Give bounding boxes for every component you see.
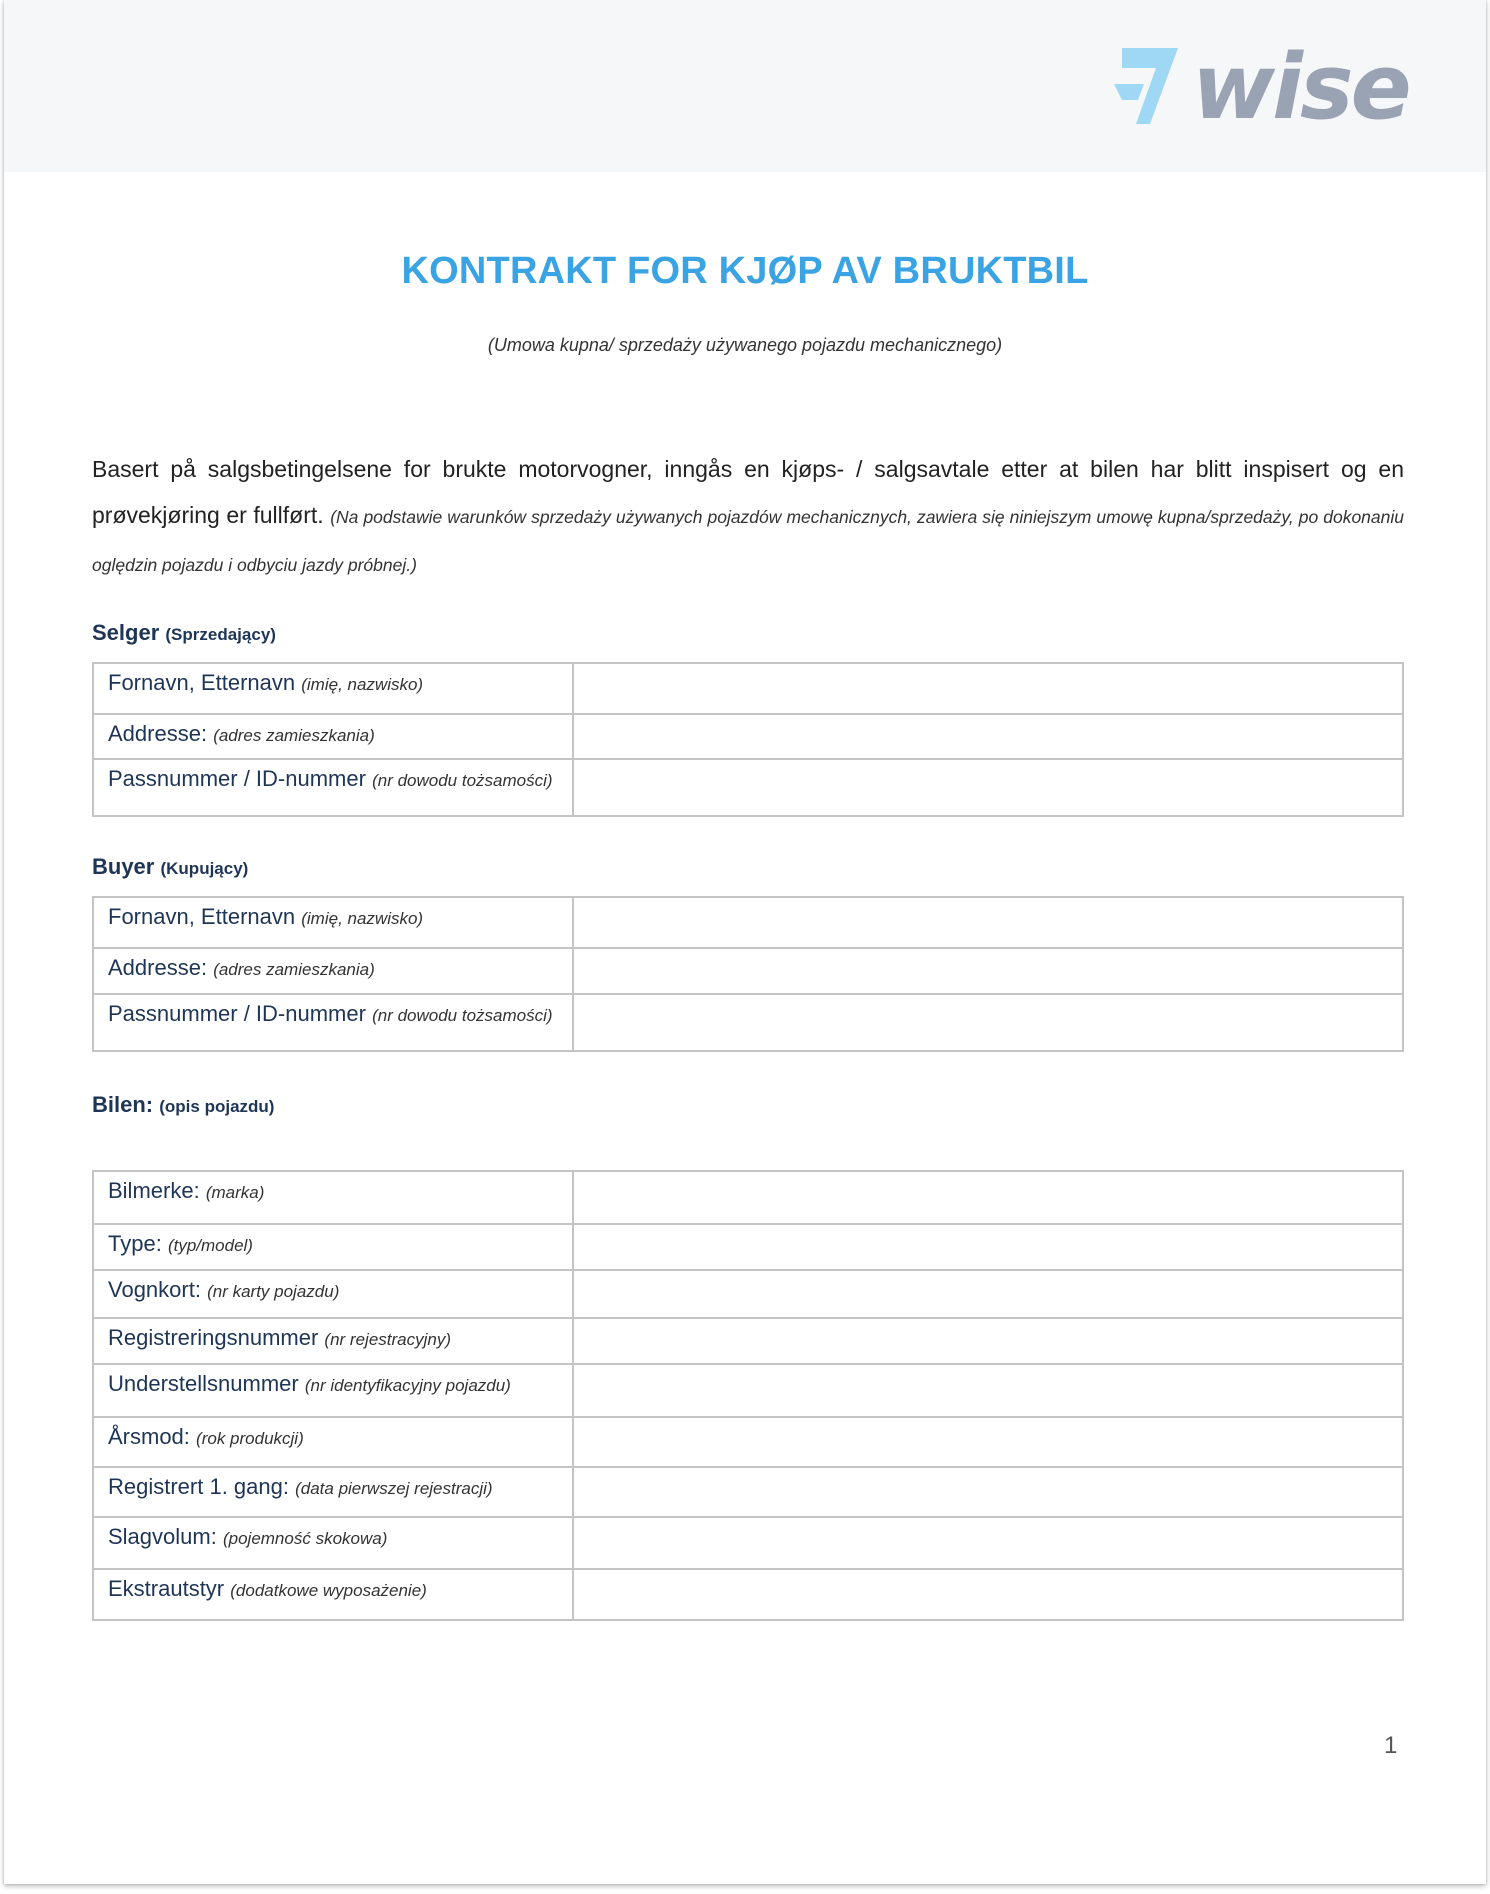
car-engine-displacement-label: Slagvolum: (pojemność skokowa) bbox=[93, 1517, 573, 1569]
wise-arrow-icon bbox=[1114, 48, 1178, 124]
car-registration-card-label: Vognkort: (nr karty pojazdu) bbox=[93, 1270, 573, 1318]
car-extra-equipment-label: Ekstrautstyr (dodatkowe wyposażenie) bbox=[93, 1569, 573, 1620]
car-type-field[interactable] bbox=[573, 1224, 1403, 1270]
car-vin-label: Understellsnummer (nr identyfikacyjny pojazdu) bbox=[93, 1364, 573, 1417]
page-number: 1 bbox=[1384, 1732, 1398, 1759]
seller-name-label: Fornavn, Etternavn (imię, nazwisko) bbox=[93, 663, 573, 714]
seller-name-field[interactable] bbox=[573, 663, 1403, 714]
car-make-field[interactable] bbox=[573, 1171, 1403, 1224]
table-row bbox=[93, 663, 1403, 714]
table-row bbox=[93, 1467, 1403, 1517]
table-row bbox=[93, 1224, 1403, 1270]
seller-id-field[interactable] bbox=[573, 759, 1403, 816]
table-row bbox=[93, 994, 1403, 1051]
table-row bbox=[93, 1569, 1403, 1620]
intro-paragraph bbox=[92, 446, 1404, 588]
table-row bbox=[93, 714, 1403, 759]
car-make-label: Bilmerke: (marka) bbox=[93, 1171, 573, 1224]
table-row bbox=[93, 948, 1403, 994]
buyer-id-label: Passnummer / ID-nummer (nr dowodu tożsamości) bbox=[93, 994, 573, 1051]
car-type-label: Type: (typ/model) bbox=[93, 1224, 573, 1270]
table-row bbox=[93, 1517, 1403, 1569]
intro-text-polish: (Na podstawie warunków sprzedaży używanych pojazdów mechanicznych, zawiera się niniejszym umowę kupna/sprzedaży, po dokonaniu oględzin pojazdu i odbyciu jazdy próbnej.) bbox=[92, 507, 1404, 575]
wise-logo bbox=[1114, 40, 1464, 130]
car-heading: Bilen: (opis pojazdu) bbox=[92, 1092, 275, 1117]
car-plate-number-field[interactable] bbox=[573, 1318, 1403, 1364]
page-header bbox=[4, 0, 1486, 172]
car-first-registration-label: Registrert 1. gang: (data pierwszej rejestracji) bbox=[93, 1467, 573, 1517]
document-subtitle: (Umowa kupna/ sprzedaży używanego pojazdu mechanicznego) bbox=[487, 335, 1003, 355]
car-vin-field[interactable] bbox=[573, 1364, 1403, 1417]
buyer-name-field[interactable] bbox=[573, 897, 1403, 948]
seller-address-field[interactable] bbox=[573, 714, 1403, 759]
car-model-year-label: Årsmod: (rok produkcji) bbox=[93, 1417, 573, 1467]
wise-logo-text: wise bbox=[1192, 40, 1409, 130]
table-row bbox=[93, 1364, 1403, 1417]
car-extra-equipment-field[interactable] bbox=[573, 1569, 1403, 1620]
table-row bbox=[93, 1318, 1403, 1364]
buyer-id-field[interactable] bbox=[573, 994, 1403, 1051]
table-row bbox=[93, 1171, 1403, 1224]
seller-id-label: Passnummer / ID-nummer (nr dowodu tożsamości) bbox=[93, 759, 573, 816]
car-registration-card-field[interactable] bbox=[573, 1270, 1403, 1318]
buyer-address-label: Addresse: (adres zamieszkania) bbox=[93, 948, 573, 994]
buyer-name-label: Fornavn, Etternavn (imię, nazwisko) bbox=[93, 897, 573, 948]
car-first-registration-field[interactable] bbox=[573, 1467, 1403, 1517]
car-model-year-field[interactable] bbox=[573, 1417, 1403, 1467]
table-row bbox=[93, 1417, 1403, 1467]
car-table bbox=[92, 1170, 1404, 1621]
seller-heading: Selger (Sprzedający) bbox=[92, 620, 276, 645]
intro-text-norwegian: Basert på salgsbetingelsene for brukte motorvogner, inngås en kjøps- / salgsavtale etter at bilen har blitt inspisert og en prøvekjøring er fullført. bbox=[92, 456, 1404, 528]
seller-table bbox=[92, 662, 1404, 817]
car-engine-displacement-field[interactable] bbox=[573, 1517, 1403, 1569]
table-row bbox=[93, 897, 1403, 948]
buyer-table bbox=[92, 896, 1404, 1052]
buyer-heading: Buyer (Kupujący) bbox=[92, 854, 249, 879]
buyer-address-field[interactable] bbox=[573, 948, 1403, 994]
car-plate-number-label: Registreringsnummer (nr rejestracyjny) bbox=[93, 1318, 573, 1364]
document-page bbox=[4, 0, 1486, 1884]
table-row bbox=[93, 759, 1403, 816]
document-title: KONTRAKT FOR KJØP AV BRUKTBIL bbox=[401, 250, 1089, 292]
seller-address-label: Addresse: (adres zamieszkania) bbox=[93, 714, 573, 759]
table-row bbox=[93, 1270, 1403, 1318]
